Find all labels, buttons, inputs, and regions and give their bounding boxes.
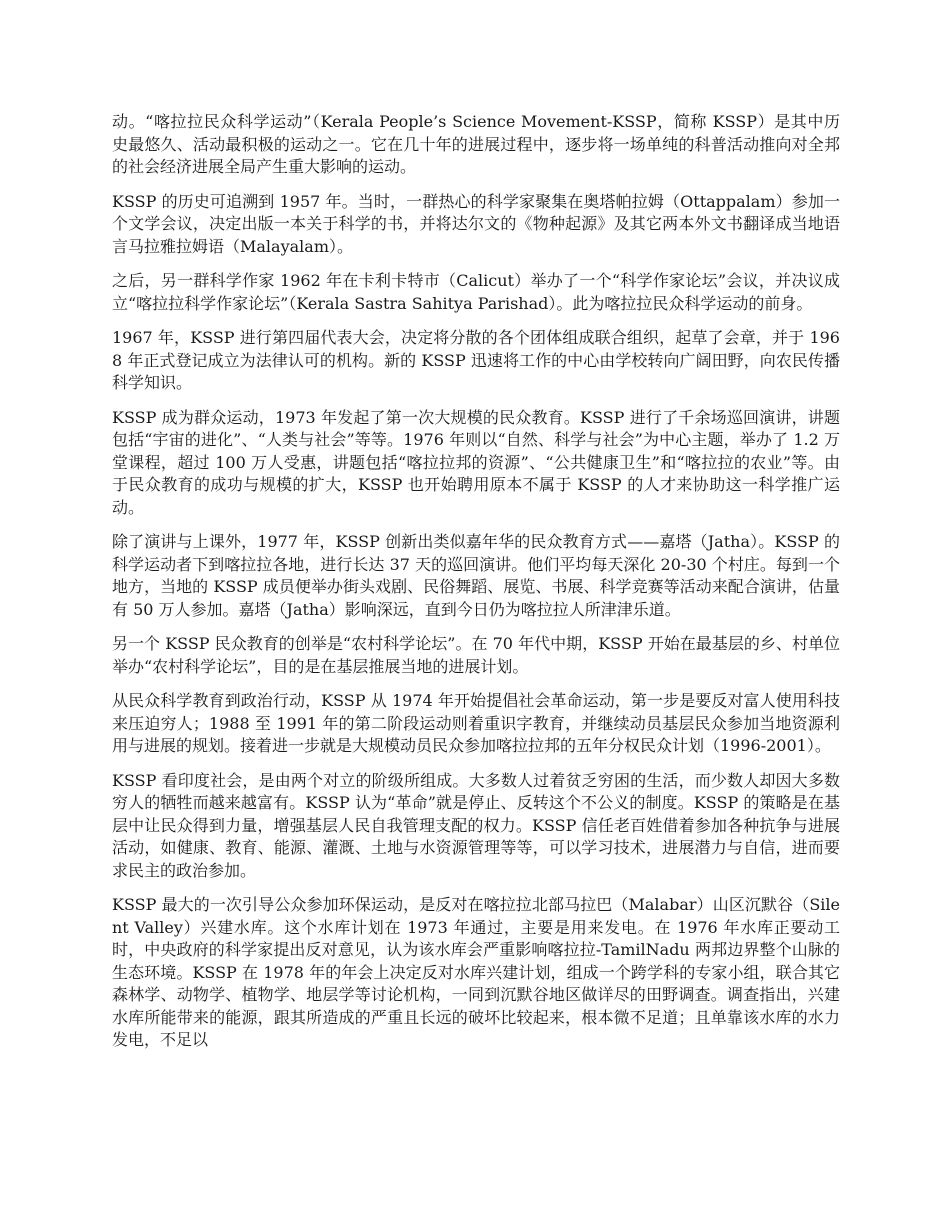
paragraph-7: 另一个 KSSP 民众教育的创举是“农村科学论坛”。在 70 年代中期，KSSP 开始在最基层的乡、村单位举办“农村科学论坛”，目的是在基层推展当地的进展计划。 bbox=[112, 634, 840, 676]
paragraph-2: KSSP 的历史可追溯到 1957 年。当时，一群热心的科学家聚集在奥塔帕拉姆（Ottappalam）参加一个文学会议，决定出版一本关于科学的书，并将达尔文的《物种起源》及其它两本外文书翻译成当地语言马拉雅拉姆语（Malayalam）。 bbox=[112, 191, 840, 256]
paragraph-4: 1967 年，KSSP 进行第四届代表大会，决定将分散的各个团体组成联合组织，起草了会章，并于 1968 年正式登记成立为法律认可的机构。新的 KSSP 迅速将工作的中心由学校转向广阔田野，向农民传播科学知识。 bbox=[112, 328, 840, 392]
paragraph-8: 从民众科学教育到政治行动，KSSP 从 1974 年开始提倡社会革命运动，第一步是要反对富人使用科技来压迫穷人；1988 至 1991 年的第二阶段运动则着重识字教育，并继续动员基层民众参加当地资源利用与进展的规划。接着进一步就是大规模动员民众参加喀拉拉邦的五年分权民众计划（1996-2001）。 bbox=[112, 691, 840, 755]
document-page bbox=[112, 111, 840, 1064]
paragraph-1: 动。“喀拉拉民众科学运动”（Kerala People’s Science Movement-KSSP，简称 KSSP）是其中历史最悠久、活动最积极的运动之一。它在几十年的进展过程中，逐步将一场单纯的科普活动推向对全邦的社会经济进展全局产生重大影响的运动。 bbox=[112, 112, 840, 176]
paragraph-10: KSSP 最大的一次引导公众参加环保运动，是反对在喀拉拉北部马拉巴（Malabar）山区沉默谷（Silent Valley）兴建水库。这个水库计划在 1973 年通过，主要是用来发电。在 1976 年水库正要动工时，中央政府的科学家提出反对意见，认为该水库会严重影响喀拉拉-TamilNadu 两邦边界整个山脉的生态环境。KSSP 在 1978 年的年会上决定反对水库兴建计划，组成一个跨学科的专家小组，联合其它森林学、动物学、植物学、地层学等讨论机构，一同到沉默谷地区做详尽的田野调查。调查指出，兴建水库所能带来的能源，跟其所造成的严重且长远的破坏比较起来，根本微不足道；且单靠该水库的水力发电，不足以 bbox=[112, 895, 840, 1049]
paragraph-9: KSSP 看印度社会，是由两个对立的阶级所组成。大多数人过着贫乏穷困的生活，而少数人却因大多数穷人的牺牲而越来越富有。KSSP 认为“革命”就是停止、反转这个不公义的制度。KSSP 的策略是在基层中让民众得到力量，增强基层人民自我管理支配的权力。KSSP 信任老百姓借着参加各种抗争与进展活动，如健康、教育、能源、灌溉、土地与水资源管理等等，可以学习技术，进展潜力与自信，进而要求民主的政治参加。 bbox=[112, 770, 840, 880]
paragraph-6: 除了演讲与上课外，1977 年，KSSP 创新出类似嘉年华的民众教育方式——嘉塔（Jatha）。KSSP 的科学运动者下到喀拉拉各地，进行长达 37 天的巡回演讲。他们平均每天深化 20-30 个村庄。每到一个地方，当地的 KSSP 成员便举办街头戏剧、民俗舞蹈、展览、书展、科学竞赛等活动来配合演讲，估量有 50 万人参加。嘉塔（Jatha）影响深远，直到今日仍为喀拉拉人所津津乐道。 bbox=[112, 532, 840, 619]
paragraph-3: 之后，另一群科学作家 1962 年在卡利卡特市（Calicut）举办了一个“科学作家论坛”会议，并决议成立“喀拉拉科学作家论坛”（Kerala Sastra Sahitya Parishad）。此为喀拉拉民众科学运动的前身。 bbox=[112, 271, 840, 313]
paragraph-5: KSSP 成为群众运动，1973 年发起了第一次大规模的民众教育。KSSP 进行了千余场巡回演讲，讲题包括“宇宙的进化”、“人类与社会”等等。1976 年则以“自然、科学与社会”为中心主题，举办了 1.2 万堂课程，超过 100 万人受惠，讲题包括“喀拉拉邦的资源”、“公共健康卫生”和“喀拉拉的农业”等。由于民众教育的成功与规模的扩大，KSSP 也开始聘用原本不属于 KSSP 的人才来协助这一科学推广运动。 bbox=[112, 407, 840, 517]
